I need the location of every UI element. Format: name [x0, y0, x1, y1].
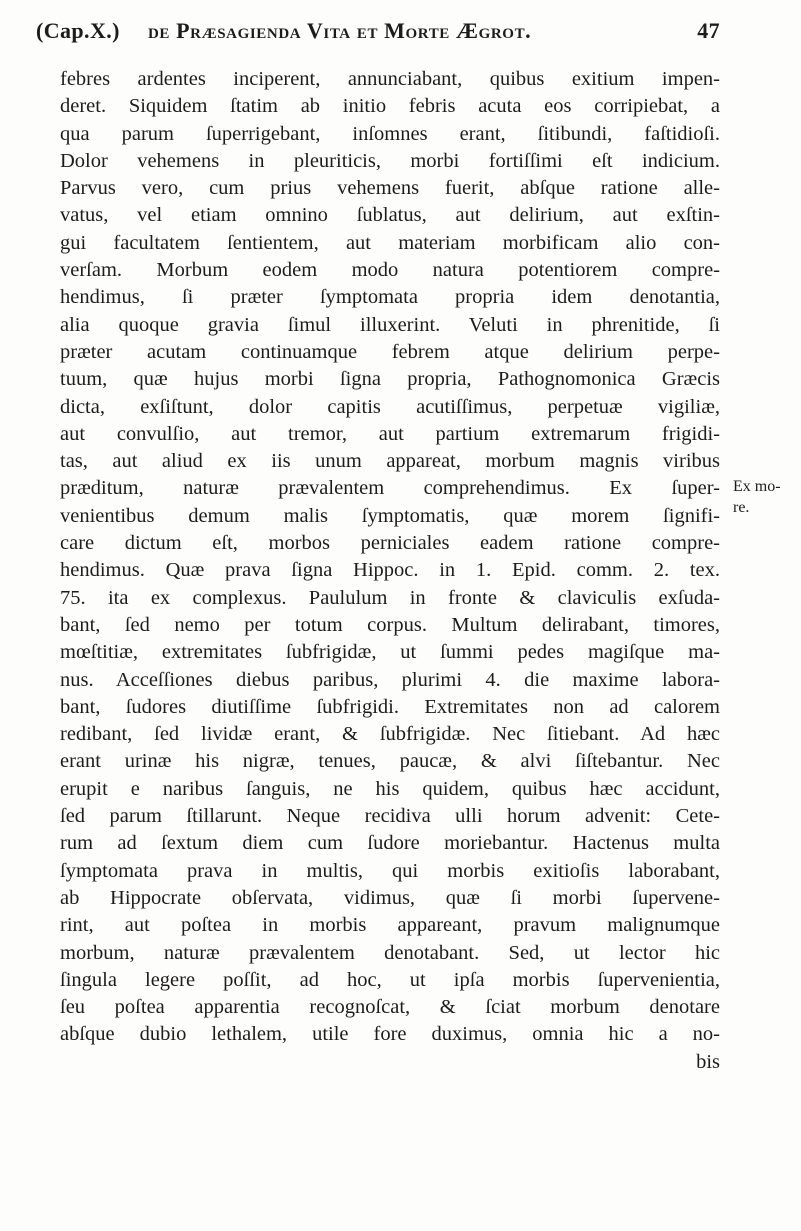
margin-note: [733, 476, 793, 518]
text-line: hendimus. Quæ prava ſigna Hippoc. in 1. Epid. comm. 2. tex.: [60, 559, 720, 582]
text-line: 75. ita ex complexus. Paululum in fronte & claviculis exſuda-: [60, 586, 720, 609]
text-line: Parvus vero, cum prius vehemens fuerit, abſque ratione alle-: [60, 177, 720, 200]
text-line: care dictum eſt, morbos perniciales eadem ratione compre-: [60, 532, 720, 555]
text-line: erant urinæ his nigræ, tenues, paucæ, & alvi ſiſtebantur. Nec: [60, 750, 720, 773]
text-line: rint, aut poſtea in morbis appareant, pravum malignumque: [60, 914, 720, 937]
text-line: abſque dubio lethalem, utile fore duximus, omnia hic a no-: [60, 1023, 720, 1046]
text-line: qua parum ſuperrigebant, inſomnes erant, ſitibundi, faſtidioſi.: [60, 122, 720, 145]
text-line: ab Hippocrate obſervata, vidimus, quæ ſi morbi ſupervene-: [60, 886, 720, 909]
running-head: [36, 18, 720, 58]
text-line: morbum, naturæ prævalentem denotabant. Sed, ut lector hic: [60, 941, 720, 964]
text-line: præditum, naturæ prævalentem comprehendimus. Ex ſuper-: [60, 477, 720, 500]
text-line: redibant, ſed lividæ erant, & ſubfrigidæ. Nec ſitiebant. Ad hæc: [60, 723, 720, 746]
text-line: bant, ſed nemo per totum corpus. Multum delirabant, timores,: [60, 613, 720, 636]
text-line: ſingula legere poſſit, ad hoc, ut ipſa morbis ſupervenientia,: [60, 968, 720, 991]
text-line: venientibus demum malis ſymptomatis, quæ morem ſignifi-: [60, 504, 720, 527]
text-line: hendimus, ſi præter ſymptomata propria idem denotantia,: [60, 286, 720, 309]
running-title: de Præsagienda Vita et Morte Ægrot.: [148, 18, 532, 43]
page-number: 47: [697, 18, 720, 43]
text-line: vatus, vel etiam omnino ſublatus, aut delirium, aut exſtin-: [60, 204, 720, 227]
margin-note-line: Ex mo-: [733, 478, 781, 495]
text-line: deret. Siquidem ſtatim ab initio febris acuta eos corripiebat, a: [60, 95, 720, 118]
text-line: mœſtitiæ, extremitates ſubfrigidæ, ut ſummi pedes magiſque ma-: [60, 641, 720, 664]
text-line: Dolor vehemens in pleuriticis, morbi fortiſſimi eſt indicium.: [60, 149, 720, 172]
text-line: bant, ſudores diutiſſime ſubfrigidi. Extremitates non ad calorem: [60, 695, 720, 718]
text-line: nus. Acceſſiones diebus paribus, plurimi 4. die maxime labora-: [60, 668, 720, 691]
body-text: [60, 66, 720, 1076]
text-line: febres ardentes inciperent, annunciabant, quibus exitium impen-: [60, 68, 720, 90]
text-line: rum ad ſextum diem cum ſudore moriebantur. Hactenus multa: [60, 832, 720, 855]
text-line: erupit e naribus ſanguis, ne his quidem, quibus hæc accidunt,: [60, 777, 720, 800]
margin-note-line: re.: [733, 499, 750, 516]
text-line: alia quoque gravia ſimul illuxerint. Veluti in phrenitide, ſi: [60, 313, 720, 336]
catchword: bis: [696, 1050, 720, 1073]
text-line: præter acutam continuamque febrem atque delirium perpe-: [60, 340, 720, 363]
text-line: gui facultatem ſentientem, aut materiam morbificam alio con-: [60, 231, 720, 254]
text-line: verſam. Morbum eodem modo natura potentiorem compre-: [60, 259, 720, 282]
text-line: tuum, quæ hujus morbi ſigna propria, Pathognomonica Græcis: [60, 368, 720, 391]
text-line: ſymptomata prava in multis, qui morbis exitioſis laborabant,: [60, 859, 720, 882]
text-line: dicta, exſiſtunt, dolor capitis acutiſſimus, perpetuæ vigiliæ,: [60, 395, 720, 418]
chapter-reference: (Cap.X.): [36, 18, 120, 43]
text-line: aut convulſio, aut tremor, aut partium extremarum frigidi-: [60, 422, 720, 445]
text-line: ſed parum ſtillarunt. Neque recidiva ulli horum advenit: Cete-: [60, 805, 720, 828]
text-line: ſeu poſtea apparentia recognoſcat, & ſciat morbum denotare: [60, 996, 720, 1019]
text-line: tas, aut aliud ex iis unum appareat, morbum magnis viribus: [60, 450, 720, 473]
